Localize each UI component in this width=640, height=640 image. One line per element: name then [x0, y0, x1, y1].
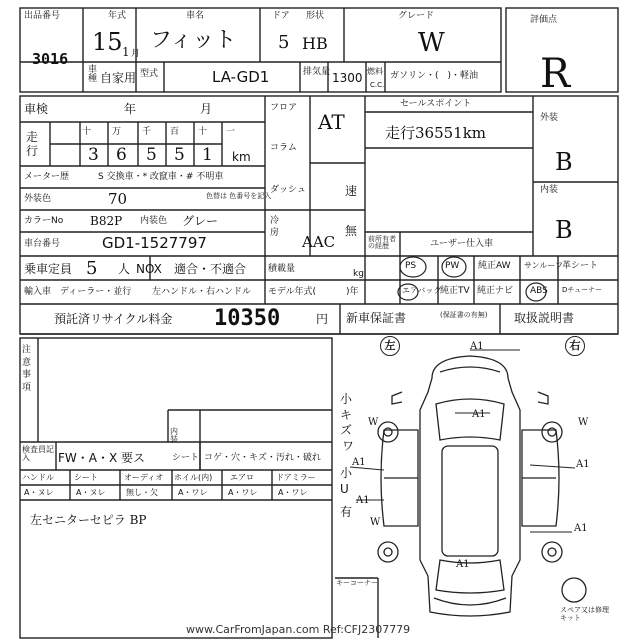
- option-sunroof: サンルーフ: [524, 261, 563, 270]
- capacity-label: 乗車定員: [24, 262, 73, 276]
- model-value: LA-GD1: [212, 68, 270, 86]
- int-grade-value: B: [555, 216, 573, 244]
- damage-mark: W: [370, 517, 381, 528]
- shape-label: 形状: [306, 11, 325, 21]
- import-dealer: ディーラー・並行: [60, 287, 132, 297]
- side-note-3: 小U: [340, 466, 353, 496]
- option-pw: PW: [445, 261, 460, 271]
- mileage-label: 走行: [26, 130, 39, 159]
- option-tv: 純正TV: [440, 286, 470, 296]
- car-name: フィット: [150, 28, 237, 53]
- mileage-digit: 5: [174, 145, 185, 165]
- score-value: R: [540, 51, 571, 97]
- name-label: 車名: [186, 11, 205, 21]
- damage-mark: A1: [470, 341, 484, 352]
- shift-floor: フロア: [270, 103, 298, 113]
- option-leather: 革シート: [562, 261, 599, 271]
- load-label: 積載量: [268, 264, 296, 274]
- int-grade-label: 内装: [540, 185, 559, 195]
- reg-label: 車種: [88, 65, 98, 84]
- defects-label: コゲ・穴・キズ・汚れ・破れ: [204, 453, 321, 463]
- mileage-header-cell: 万: [112, 127, 122, 137]
- month-unit: 月: [131, 49, 141, 59]
- grid-value: 無し・欠: [126, 488, 158, 497]
- door-value: 5: [278, 32, 290, 53]
- plan-label: 内装: [170, 427, 178, 444]
- mileage-digit: 5: [146, 145, 157, 165]
- shaken-label: 車検: [24, 102, 49, 116]
- mileage-unit: km: [232, 150, 251, 164]
- mileage-digit: 3: [88, 145, 99, 165]
- seat-label: シート: [172, 453, 200, 463]
- grid-header: シート: [74, 473, 98, 482]
- grid-header: オーディオ: [124, 473, 164, 482]
- interior-color-value: グレー: [182, 214, 219, 228]
- history-user: ユーザー仕入車: [430, 239, 494, 249]
- color-label: カラーNo: [24, 216, 64, 226]
- damage-mark: A1: [352, 457, 366, 468]
- damage-mark: A1: [574, 523, 588, 534]
- year-label: 年式: [108, 11, 127, 21]
- shaken-month: 月: [200, 102, 213, 116]
- ext-grade-value: B: [555, 148, 573, 176]
- ext-grade-label: 外装: [540, 113, 559, 123]
- damage-mark: W: [578, 417, 589, 428]
- left-marker: 左: [380, 336, 400, 356]
- shift-dash: ダッシュ: [270, 185, 306, 195]
- watermark: www.CarFromJapan.com Ref:CFJ2307779: [186, 623, 411, 636]
- spare-label: スペア又は修理キット: [560, 606, 609, 623]
- capacity-unit: 人: [118, 262, 131, 276]
- capacity-value: 5: [86, 258, 98, 279]
- sales-value: 走行36551km: [385, 124, 487, 142]
- score-label: 評価点: [530, 15, 558, 25]
- grade-label: グレード: [398, 11, 435, 21]
- grade-value: W: [418, 28, 445, 58]
- side-note-1: 小キズ: [340, 392, 353, 438]
- ac-label: 冷房: [270, 216, 280, 238]
- damage-mark: A1: [356, 495, 370, 506]
- fuel-value: ガソリン・( )・軽油: [390, 71, 479, 81]
- option-dtuner: Dチューナー: [562, 286, 603, 294]
- inspector-label: 検査員記入: [22, 445, 54, 462]
- shift-column: コラム: [270, 143, 297, 153]
- mileage-header-cell: 一: [226, 127, 236, 137]
- disp-value: 1300: [332, 71, 363, 85]
- grid-value: A・ヌレ: [76, 488, 106, 497]
- no-label: 無: [345, 224, 358, 238]
- ac-value: AAC: [302, 233, 336, 251]
- option-navi: 純正ナビ: [477, 286, 514, 296]
- chassis-label: 車台番号: [24, 239, 61, 249]
- reg-value: 自家用: [100, 71, 137, 85]
- damage-mark: A1: [576, 459, 590, 470]
- grid-value: A・ワレ: [178, 488, 208, 497]
- grid-header: エアロ: [230, 473, 254, 482]
- recycle-value: 10350: [214, 306, 281, 331]
- notes-label: 注意事項: [22, 345, 32, 393]
- option-aw: 純正AW: [478, 261, 511, 271]
- speed-label: 速: [345, 184, 358, 198]
- grid-header: ホイル(内): [174, 473, 213, 482]
- fuel-label: 燃料: [367, 67, 383, 76]
- import-year-unit: )年: [346, 287, 359, 297]
- inspector-items: FW・A・X 要ス: [58, 451, 146, 465]
- exterior-note: 色替は 色番号を記入: [206, 192, 272, 200]
- month-value: 1: [122, 45, 130, 59]
- grid-value: A・ワレ: [228, 488, 258, 497]
- color-value: B82P: [90, 214, 123, 228]
- mileage-header-cell: 十: [198, 127, 208, 137]
- exterior-label: 外装色: [24, 194, 52, 204]
- option-abs: ABS: [530, 286, 548, 296]
- right-marker: 右: [565, 336, 585, 356]
- shaken-year: 年: [124, 102, 137, 116]
- notes-handwritten: 左セニターセピラ BP: [30, 513, 147, 527]
- sales-label: セールスポイント: [400, 99, 472, 109]
- damage-mark: A1: [472, 409, 486, 420]
- grid-header: ドアミラー: [276, 473, 316, 482]
- warranty-label: 新車保証書: [346, 311, 407, 325]
- mileage-digit: 6: [116, 145, 127, 165]
- interior-color-label: 内装色: [140, 216, 168, 226]
- meter-label: メーター歴: [24, 172, 70, 182]
- shape-value: HB: [302, 34, 328, 53]
- shift-at: AT: [318, 110, 345, 134]
- exterior-value: 70: [108, 190, 128, 208]
- grid-value: A・ワレ: [278, 488, 308, 497]
- load-unit: kg: [353, 269, 364, 279]
- damage-mark: W: [368, 417, 379, 428]
- door-label: ドア: [272, 11, 290, 21]
- mileage-header-cell: 千: [142, 127, 152, 137]
- option-airbag: エアバッグ: [402, 286, 442, 295]
- side-note-4: 有: [340, 505, 353, 519]
- mileage-digit: 1: [202, 145, 213, 165]
- grid-header: ハンドル: [22, 473, 54, 482]
- mileage-header-cell: 十: [82, 127, 92, 137]
- grid-value: A・ヌレ: [24, 488, 54, 497]
- nox-value: 適合・不適合: [174, 262, 247, 276]
- year-value: 15: [92, 28, 123, 56]
- import-handle: 左ハンドル・右ハンドル: [152, 287, 252, 297]
- warranty-sub: (保証書の有無): [440, 311, 488, 319]
- mileage-header-cell: 百: [170, 127, 180, 137]
- recycle-label: 預託済リサイクル料金: [54, 312, 173, 326]
- model-label: 型式: [140, 69, 159, 79]
- side-note-2: ワ: [342, 439, 355, 453]
- nox-label: NOX: [136, 262, 162, 276]
- lot-label: 出品番号: [24, 11, 61, 21]
- recycle-unit: 円: [316, 312, 329, 326]
- key-corner-label: キーコーナー: [336, 579, 378, 587]
- history-label: 前所有者の経歴: [368, 235, 396, 250]
- chassis-value: GD1-1527797: [102, 234, 207, 252]
- import-label: 輸入車: [24, 287, 52, 297]
- meter-options: S 交換車・* 改竄車・# 不明車: [98, 172, 224, 182]
- disp-label: 排気量: [303, 67, 331, 77]
- lot-number: 3016: [32, 50, 69, 68]
- damage-mark: A1: [456, 559, 470, 570]
- disp-unit: C.C.: [370, 81, 385, 89]
- option-ps: PS: [405, 261, 417, 271]
- import-model-year: モデル年式(: [268, 287, 317, 297]
- manual-label: 取扱説明書: [514, 311, 575, 325]
